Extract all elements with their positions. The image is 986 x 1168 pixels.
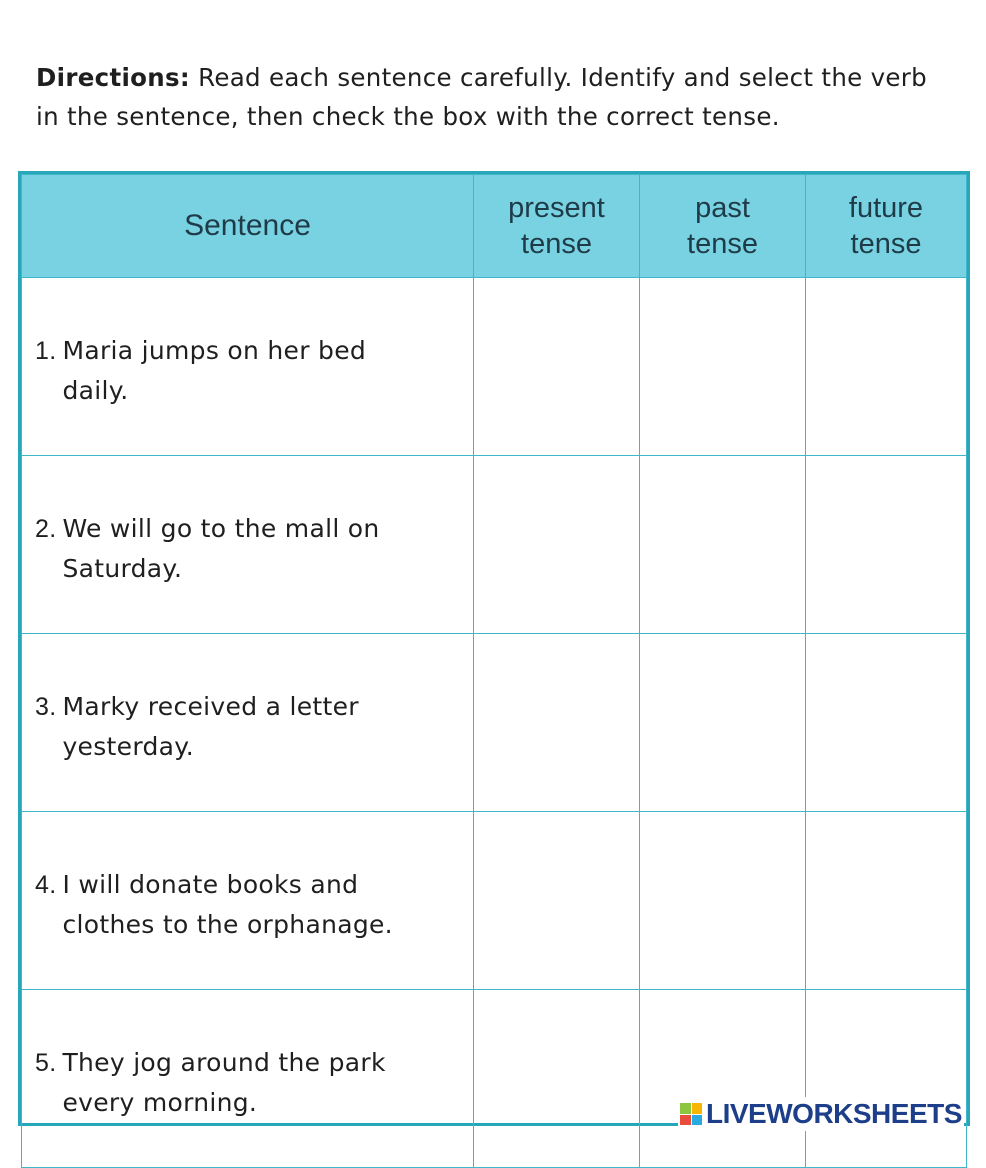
future-tense-checkbox[interactable] [806, 278, 967, 456]
table-row [22, 278, 967, 456]
present-tense-checkbox[interactable] [474, 812, 640, 990]
table-row [22, 456, 967, 634]
directions [36, 58, 956, 136]
sentence-cell [22, 278, 474, 456]
header-future-word: future [848, 192, 924, 224]
header-present-tense [474, 175, 640, 278]
liveworksheets-watermark [678, 1097, 964, 1131]
present-tense-checkbox[interactable] [474, 456, 640, 634]
sentence-text[interactable]: Marky received a letter yesterday. [62, 691, 359, 761]
table-row [22, 634, 967, 812]
table-row [22, 812, 967, 990]
sentence-number: 4. [35, 870, 57, 899]
sentence-cell [22, 812, 474, 990]
sentence-text[interactable]: Maria jumps on her bed daily. [62, 335, 367, 405]
sentence-number: 1. [35, 336, 57, 365]
past-tense-checkbox[interactable] [640, 990, 806, 1168]
past-tense-checkbox[interactable] [640, 278, 806, 456]
past-tense-checkbox[interactable] [640, 456, 806, 634]
header-present-tense-word: tense [521, 228, 592, 260]
sentence-text[interactable]: I will donate books and clothes to the orphanage. [62, 869, 393, 939]
future-tense-checkbox[interactable] [806, 812, 967, 990]
header-past-word: past [695, 192, 750, 224]
header-row [22, 175, 967, 278]
sentence-cell [22, 990, 474, 1168]
sentence-number: 3. [35, 692, 57, 721]
header-past-tense [640, 175, 806, 278]
future-tense-checkbox[interactable] [806, 634, 967, 812]
header-past-tense-word: tense [687, 228, 758, 260]
sentence-number: 5. [35, 1048, 57, 1077]
worksheet-table-frame [18, 171, 970, 1126]
directions-label: Directions: [36, 63, 191, 92]
past-tense-checkbox[interactable] [640, 634, 806, 812]
sentence-text[interactable]: They jog around the park every morning. [62, 1047, 386, 1117]
sentence-text[interactable]: We will go to the mall on Saturday. [62, 513, 380, 583]
header-future-tense-word: tense [850, 228, 922, 260]
watermark-text: LIVEWORKSHEETS [706, 1098, 962, 1129]
header-sentence: Sentence [22, 175, 474, 278]
present-tense-checkbox[interactable] [474, 278, 640, 456]
present-tense-checkbox[interactable] [474, 990, 640, 1168]
future-tense-checkbox[interactable] [806, 456, 967, 634]
liveworksheets-logo-icon [680, 1103, 702, 1125]
sentence-cell [22, 634, 474, 812]
sentence-cell [22, 456, 474, 634]
sentence-number: 2. [35, 514, 57, 543]
future-tense-checkbox[interactable] [806, 990, 967, 1168]
table-row [22, 990, 967, 1168]
directions-text: Read each sentence carefully. Identify and select the verb in the sentence, then check the box with the correct tense. [36, 63, 928, 131]
header-future-tense [806, 175, 967, 278]
header-present-word: present [508, 192, 605, 224]
present-tense-checkbox[interactable] [474, 634, 640, 812]
past-tense-checkbox[interactable] [640, 812, 806, 990]
tense-table [21, 174, 967, 1168]
